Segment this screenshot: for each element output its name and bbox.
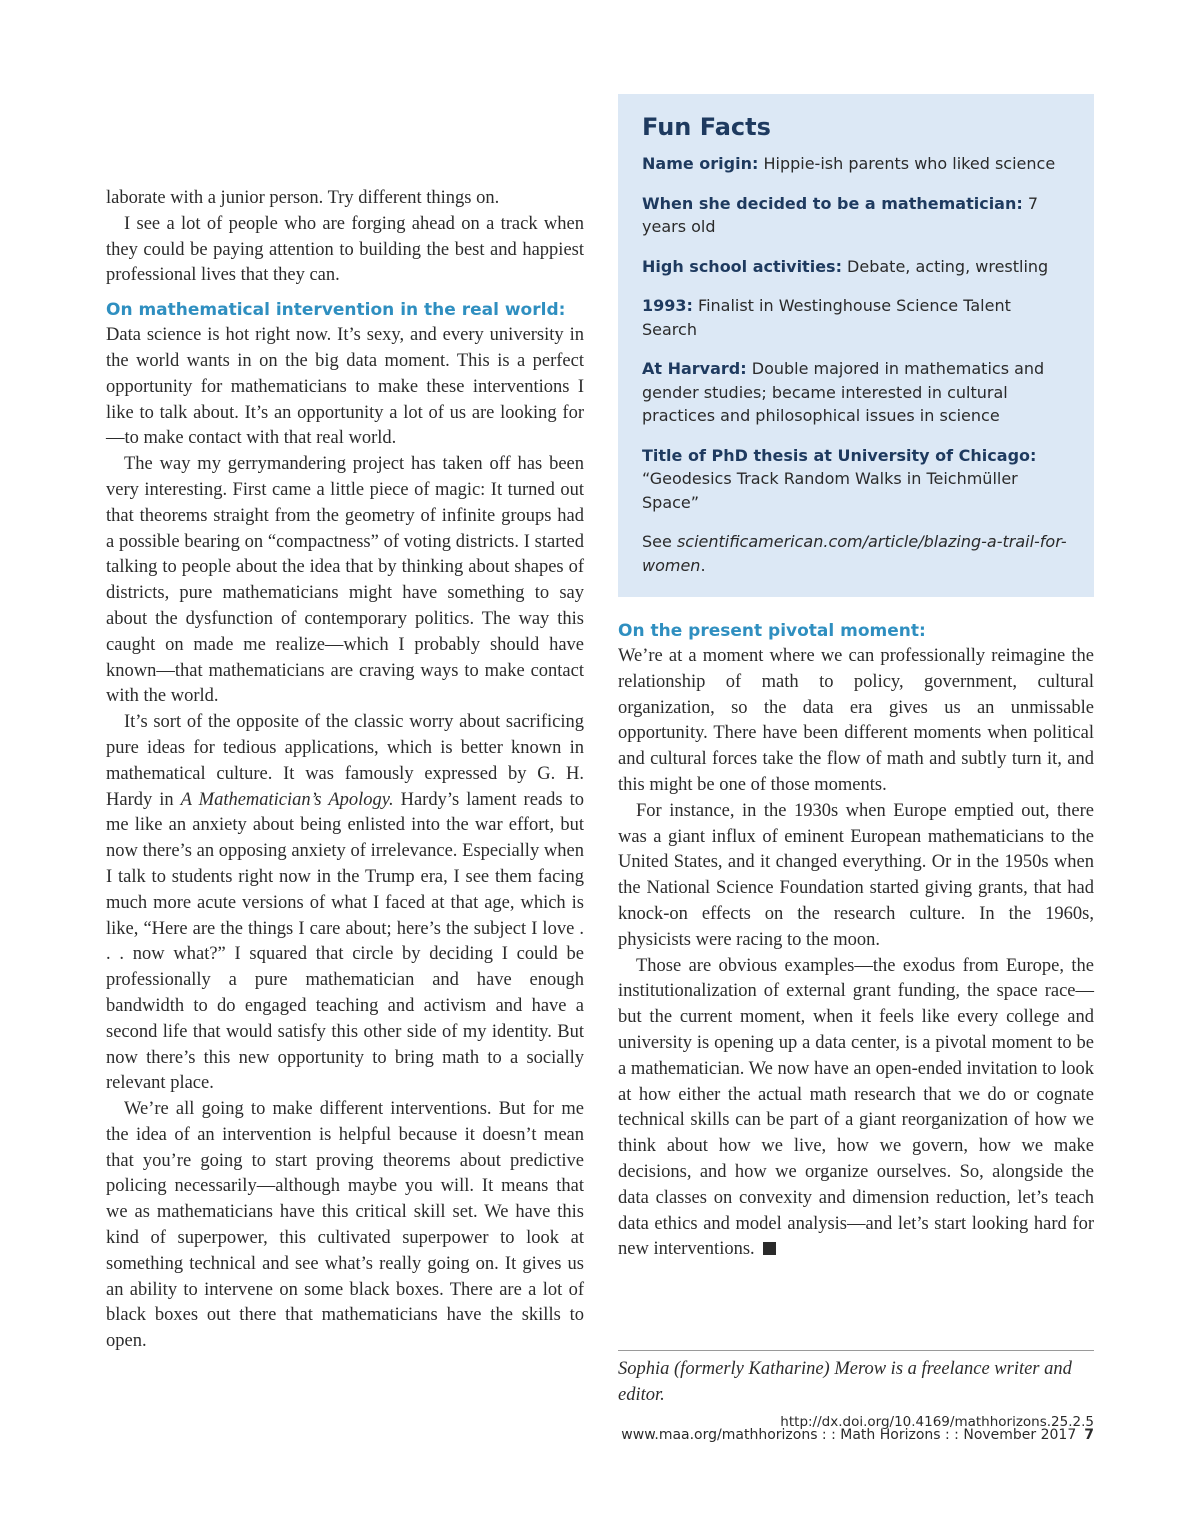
paragraph [106,710,584,1097]
paragraph: The way my gerrymandering project has taken off has been very interesting. First came a little piece of magic: It turned out that theorems straight from the geometry of infinite groups had a possible bearing on “compactness” of voting districts. I started talking to people about the idea that by thinking about shapes of districts, pure mathematicians might have something to say about the dysfunction of contemporary politics. The way this caught on made me realize—which I probably should have known—that mathematicians are craving ways to make contact with the world. [106,454,584,707]
paragraph-text: Hardy’s lament reads to me like an anxiety about being enlisted into the war effort, but now there’s an opposing anxiety of irrelevance. Especially when I talk to students right now in the Trump era, I see them facing much more acute versions of what I faced at that age, which is like, “Here are the things I care about; here’s the subject I love . . . now what?” I squared that circle by deciding I could be professionally a pure mathematician and have enough bandwidth to do engaged teaching and activism and have a second life that would satisfy this other side of my identity. But now there’s this new opportunity to bring math to a socially relevant place. [106,789,584,1094]
right-column [618,620,1094,1263]
paragraph: We’re at a moment where we can professionally reimagine the relationship of math to policy, government, cultural organization, so the data era gives us an unmissable opportunity. There have been different moments when political and cultural forces take the flow of math and subtly turn it, and this might be one of those moments. [618,646,1094,795]
doi-link[interactable]: http://dx.doi.org/10.4169/mathhorizons.25.2.5 [780,1414,1094,1430]
article-link[interactable]: scientificamerican.com/article/blazing-a-trail-for-women [642,532,1067,575]
section-heading: On mathematical intervention in the real world: [106,300,566,321]
fact-item [642,152,1070,176]
paragraph-text: It’s sort of the opposite of the classic worry about sacrificing pure ideas for tedious applications, which is better known in mathematical culture. It was famously expressed by G. H. Hardy in [106,712,584,810]
see-suffix: . [700,555,706,575]
paragraph [618,954,1094,1264]
page-number: 7 [1084,1427,1094,1443]
fact-item [642,294,1070,341]
paragraph: laborate with a junior person. Try different things on. [106,188,500,208]
sidebar-title: Fun Facts [642,113,771,141]
fact-label: At Harvard: [642,359,747,378]
fact-item [642,357,1070,428]
book-title: A Mathematician’s Apology. [180,789,394,810]
fact-label: Name origin: [642,154,759,173]
fact-item [642,444,1070,515]
fun-facts-sidebar [618,94,1094,597]
author-byline: Sophia (formerly Katharine) Merow is a freelance writer and editor. [618,1350,1094,1409]
fact-item [642,255,1070,279]
end-mark-icon [763,1242,776,1255]
fact-text: Hippie-ish parents who liked science [758,154,1056,173]
fact-text: 7 years old [642,193,1039,236]
paragraph-text: Those are obvious examples—the exodus from Europe, the institutionalization of external grant funding, the space race—but the current moment, when it feels like every college and university is opening up a data center, is a pivotal moment to be a mathematician. We now have an open-ended invitation to look at how either the actual math research that we do or cognate technical skills can be part of a giant reorganization of how we think about how we live, how we govern, how we make decisions, and how we organize ourselves. So, alongside the data classes on convexity and dimension reduction, let’s teach data ethics and model analysis—and let’s start looking hard for new interventions. [618,955,1094,1260]
page-footer [621,1427,1094,1443]
footer-text: www.maa.org/mathhorizons : : Math Horizons : : November 2017 [621,1427,1077,1443]
see-also [642,530,1070,577]
fact-text: Finalist in Westinghouse Science Talent Search [642,296,1011,339]
fact-text: Debate, acting, wrestling [841,256,1049,276]
paragraph: I see a lot of people who are forging ahead on a track when they could be paying attention to building the best and happiest professional lives that they can. [106,213,584,286]
fact-label: When she decided to be a mathematician: [642,193,1023,213]
fact-item [642,192,1070,239]
paragraph: We’re all going to make different interventions. But for me the idea of an intervention is helpful because it doesn’t mean that you’re going to start proving theorems about predictive policing necessarily—although maybe you will. It means that we as mathematicians have this critical skill set. We have this kind of superpower, this cultivated superpower to look at something technical and see what’s really going on. It gives us an ability to intervene on some black boxes. There are a lot of black boxes out there that mathematicians have the skills to open. [106,1099,584,1352]
see-prefix: See [642,532,677,551]
paragraph: Data science is hot right now. It’s sexy, and every university in the world wants in on the big data moment. This is a perfect opportunity for mathematicians to make these interventions I like to talk about. It’s an opportunity a lot of us are looking for—to make contact with that real world. [106,325,584,449]
section-heading: On the present pivotal moment: [618,621,926,641]
left-column [106,186,584,1355]
fact-text: “Geodesics Track Random Walks in Teichmüller Space” [642,469,1018,512]
paragraph: For instance, in the 1930s when Europe emptied out, there was a giant influx of eminent European mathematicians to the United States, and it changed everything. Or in the 1950s when the National Science Foundation started giving grants, that had knock-on effects on the research culture. In the 1960s, physicists were racing to the moon. [618,800,1094,950]
fact-label: Title of PhD thesis at University of Chicago: [642,445,1037,465]
fact-label: High school activities: [642,256,842,276]
fact-label: 1993: [642,296,693,315]
fact-text: Double majored in mathematics and gender studies; became interested in cultural practices and philosophical issues in science [642,359,1045,425]
